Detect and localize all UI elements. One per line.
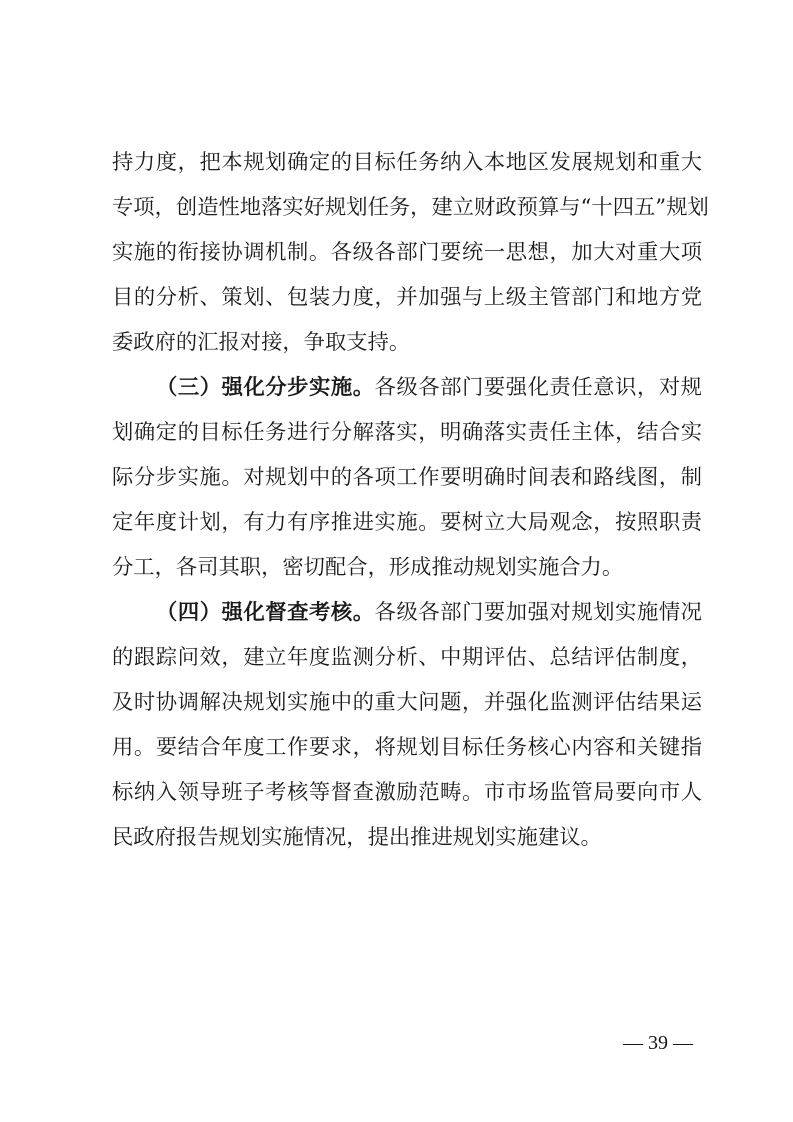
paragraph-3-line-3: 及时协调解决规划实施中的重大问题，并强化监测评估结果运	[112, 690, 702, 715]
paragraph-2-line-2: 划确定的目标任务进行分解落实，明确落实责任主体，结合实	[112, 420, 702, 445]
paragraph-2-line-3: 际分步实施。对规划中的各项工作要明确时间表和路线图，制	[112, 465, 702, 490]
paragraph-2-heading: （三）强化分步实施。	[156, 375, 375, 400]
page-number: — 39 —	[623, 1032, 693, 1054]
paragraph-3-line-6: 民政府报告规划实施情况，提出推进规划实施建议。	[112, 825, 602, 850]
paragraph-1-line-3: 实施的衔接协调机制。各级各部门要统一思想，加大对重大项	[112, 240, 702, 265]
paragraph-1-line-4: 目的分析、策划、包装力度，并加强与上级主管部门和地方党	[112, 285, 702, 310]
paragraph-3-line-5: 标纳入领导班子考核等督查激励范畴。市市场监管局要向市人	[112, 780, 702, 805]
paragraph-3-line-1	[156, 593, 702, 633]
paragraph-3-line-4: 用。要结合年度工作要求，将规划目标任务核心内容和关键指	[112, 735, 702, 760]
paragraph-3-line-2: 的跟踪问效，建立年度监测分析、中期评估、总结评估制度，	[112, 645, 702, 670]
paragraph-1-line-5: 委政府的汇报对接，争取支持。	[112, 330, 411, 355]
paragraph-2-line-5: 分工，各司其职，密切配合，形成推动规划实施合力。	[112, 555, 624, 580]
paragraph-2-line-4: 定年度计划，有力有序推进实施。要树立大局观念，按照职责	[112, 510, 702, 535]
paragraph-2-line-1-text: 各级各部门要强化责任意识，对规	[374, 375, 702, 400]
paragraph-3-line-1-text: 各级各部门要加强对规划实施情况	[374, 600, 702, 625]
paragraph-1-line-1: 持力度，把本规划确定的目标任务纳入本地区发展规划和重大	[112, 150, 702, 175]
paragraph-3-heading: （四）强化督查考核。	[156, 600, 375, 625]
paragraph-2-line-1	[156, 368, 702, 408]
paragraph-1-line-2: 专项，创造性地落实好规划任务，建立财政预算与“十四五”规划	[112, 195, 709, 220]
